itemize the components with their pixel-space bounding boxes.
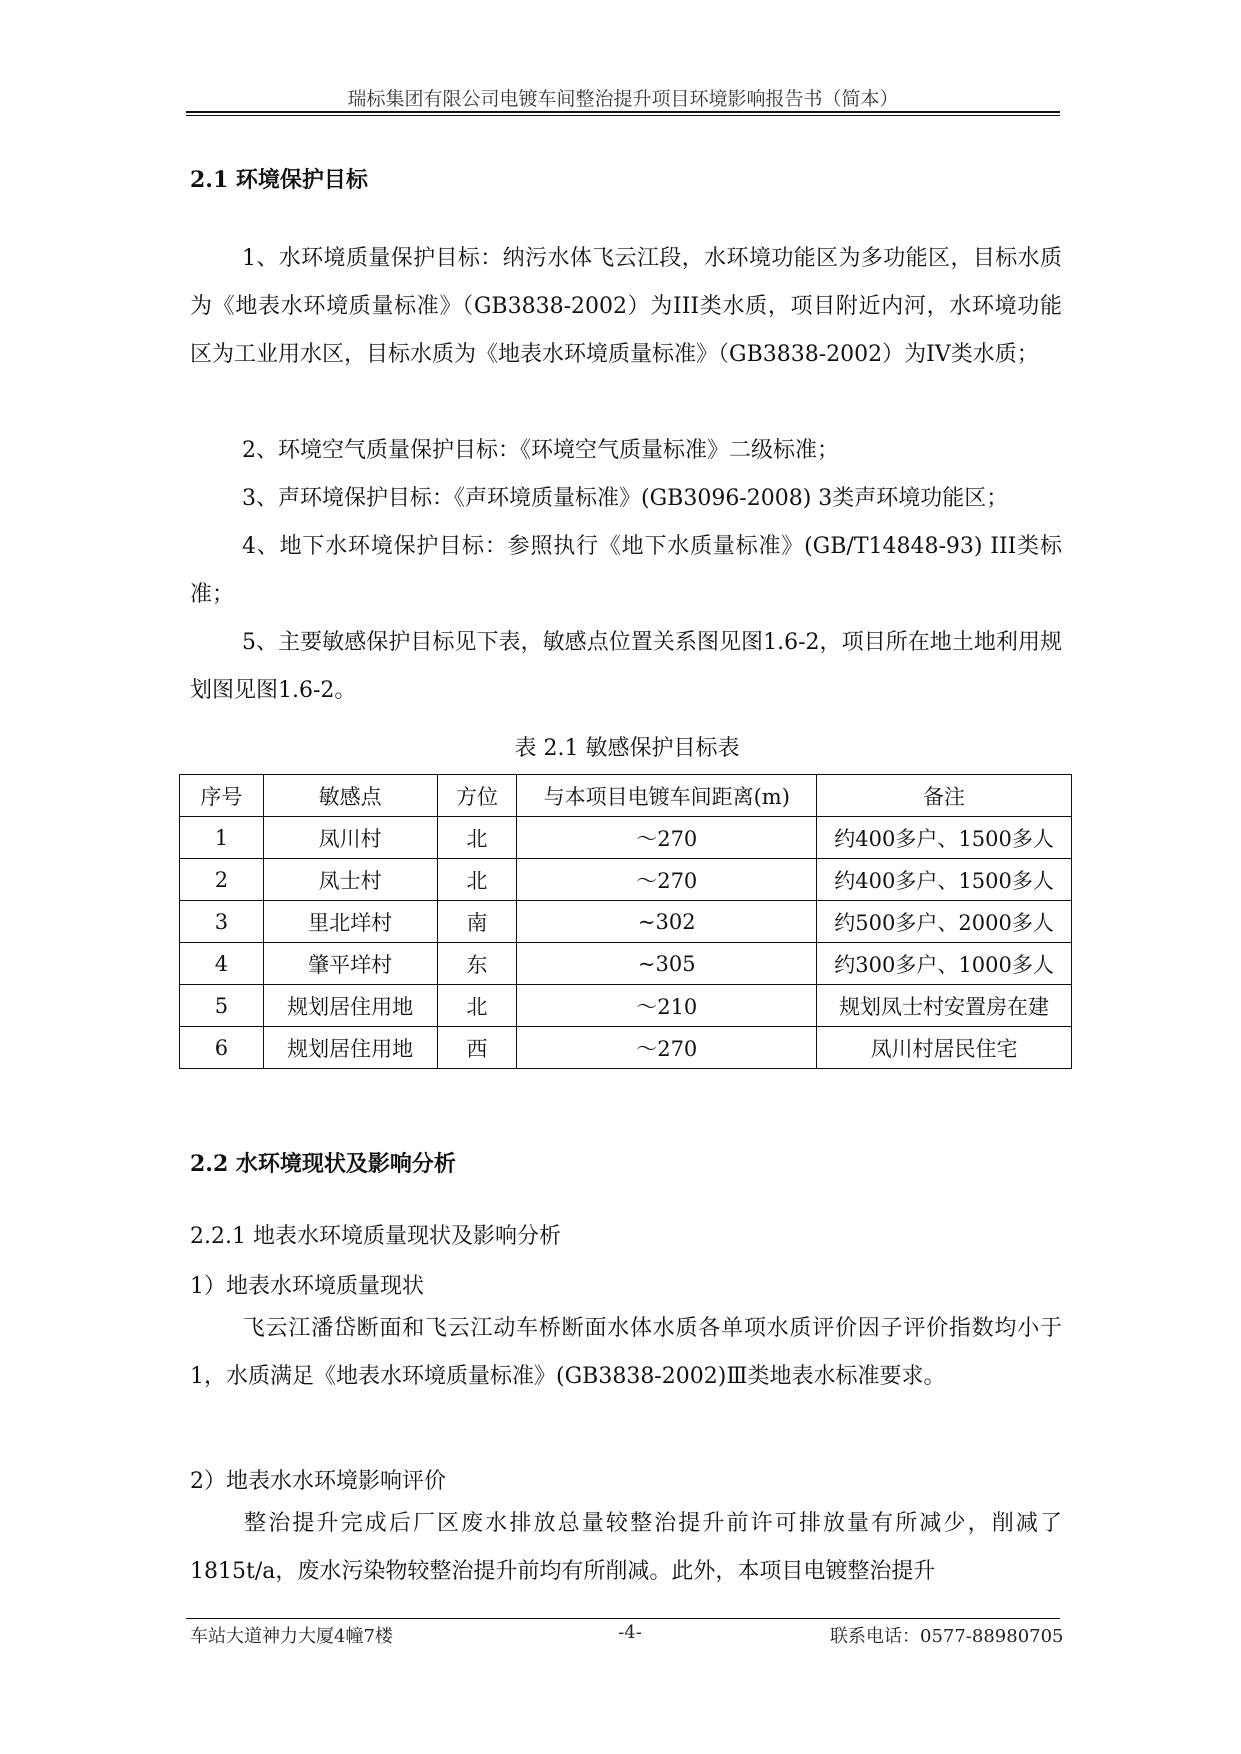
table-row xyxy=(180,859,1072,901)
paragraph-text: 5、主要敏感保护目标见下表，敏感点位置关系图见图1.6-2，项目所在地土地利用规划图见图1.6-2。 xyxy=(190,630,1062,703)
header-rule xyxy=(186,111,1060,116)
paragraph-text: 3、声环境保护目标：《声环境质量标准》(GB3096-2008) 3类声环境功能区； xyxy=(242,486,1009,511)
paragraph-surface-water-status xyxy=(190,1305,1062,1401)
table-header-row xyxy=(180,775,1072,817)
cell-point: 里北垟村 xyxy=(263,901,437,943)
table-row xyxy=(180,943,1072,985)
section-2-1-title: 2.1 环境保护目标 xyxy=(190,167,368,193)
table-caption: 表 2.1 敏感保护目标表 xyxy=(514,736,740,761)
paragraph-surface-water-impact xyxy=(190,1500,1062,1596)
cell-remark: 约500多户、2000多人 xyxy=(817,901,1072,943)
cell-direction: 东 xyxy=(437,943,517,985)
cell-direction: 西 xyxy=(437,1027,517,1069)
cell-point: 规划居住用地 xyxy=(263,1027,437,1069)
cell-distance: ～270 xyxy=(517,1027,817,1069)
cell-index: 3 xyxy=(180,901,264,943)
cell-point: 凤川村 xyxy=(263,817,437,859)
paragraph-text: 飞云江潘岱断面和飞云江动车桥断面水体水质各单项水质评价因子评价指数均小于1，水质满足《地表水环境质量标准》(GB3838-2002)Ⅲ类地表水标准要求。 xyxy=(190,1316,1062,1389)
cell-remark: 约300多户、1000多人 xyxy=(817,943,1072,985)
col-header-point: 敏感点 xyxy=(263,775,437,817)
cell-index: 6 xyxy=(180,1027,264,1069)
cell-direction: 北 xyxy=(437,985,517,1027)
cell-remark: 约400多户、1500多人 xyxy=(817,859,1072,901)
cell-remark: 凤川村居民住宅 xyxy=(817,1027,1072,1069)
col-header-index: 序号 xyxy=(180,775,264,817)
cell-remark: 约400多户、1500多人 xyxy=(817,817,1072,859)
item-2-heading: 2）地表水水环境影响评价 xyxy=(190,1469,446,1494)
cell-direction: 北 xyxy=(437,817,517,859)
cell-index: 5 xyxy=(180,985,264,1027)
table-row xyxy=(180,1027,1072,1069)
col-header-distance: 与本项目电镀车间距离(m) xyxy=(517,775,817,817)
cell-index: 2 xyxy=(180,859,264,901)
paragraph-noise-target xyxy=(190,475,1062,523)
cell-remark: 规划凤士村安置房在建 xyxy=(817,985,1072,1027)
table-row xyxy=(180,817,1072,859)
item-1-heading: 1）地表水环境质量现状 xyxy=(190,1274,424,1299)
paragraph-text: 1、水环境质量保护目标：纳污水体飞云江段，水环境功能区为多功能区，目标水质为《地表水环境质量标准》（GB3838-2002）为III类水质，项目附近内河，水环境功能区为工业用水区，目标水质为《地表水环境质量标准》（GB3838-2002）为IV类水质； xyxy=(190,246,1062,367)
section-2-2-title: 2.2 水环境现状及影响分析 xyxy=(190,1151,456,1177)
paragraph-water-target xyxy=(190,235,1062,379)
sensitive-targets-table xyxy=(179,774,1072,1069)
cell-index: 4 xyxy=(180,943,264,985)
paragraph-air-target xyxy=(190,427,1062,475)
paragraph-text: 4、地下水环境保护目标：参照执行《地下水质量标准》(GB/T14848-93) III类标准； xyxy=(190,534,1062,607)
cell-point: 凤士村 xyxy=(263,859,437,901)
page-number: -4- xyxy=(618,1622,642,1643)
paragraph-text: 整治提升完成后厂区废水排放总量较整治提升前许可排放量有所减少，削减了1815t/a，废水污染物较整治提升前均有所削减。此外，本项目电镀整治提升 xyxy=(190,1511,1062,1584)
paragraph-sensitive-target xyxy=(190,619,1062,715)
subsection-2-2-1-title: 2.2.1 地表水环境质量现状及影响分析 xyxy=(190,1224,561,1249)
table-row xyxy=(180,901,1072,943)
cell-direction: 南 xyxy=(437,901,517,943)
table-row xyxy=(180,985,1072,1027)
cell-direction: 北 xyxy=(437,859,517,901)
col-header-remark: 备注 xyxy=(817,775,1072,817)
cell-distance: ～270 xyxy=(517,817,817,859)
footer-phone: 联系电话：0577-88980705 xyxy=(830,1626,1064,1647)
cell-distance: ～270 xyxy=(517,859,817,901)
footer-rule xyxy=(186,1618,1060,1619)
paragraph-text: 2、环境空气质量保护目标：《环境空气质量标准》二级标准； xyxy=(242,438,839,463)
running-header: 瑞标集团有限公司电镀车间整治提升项目环境影响报告书（简本） xyxy=(347,88,899,110)
cell-distance: ~305 xyxy=(517,943,817,985)
col-header-direction: 方位 xyxy=(437,775,517,817)
cell-distance: ～210 xyxy=(517,985,817,1027)
footer-address: 车站大道神力大厦4幢7楼 xyxy=(190,1626,393,1647)
cell-point: 规划居住用地 xyxy=(263,985,437,1027)
cell-index: 1 xyxy=(180,817,264,859)
cell-distance: ~302 xyxy=(517,901,817,943)
cell-point: 肇平垟村 xyxy=(263,943,437,985)
paragraph-groundwater-target xyxy=(190,523,1062,619)
